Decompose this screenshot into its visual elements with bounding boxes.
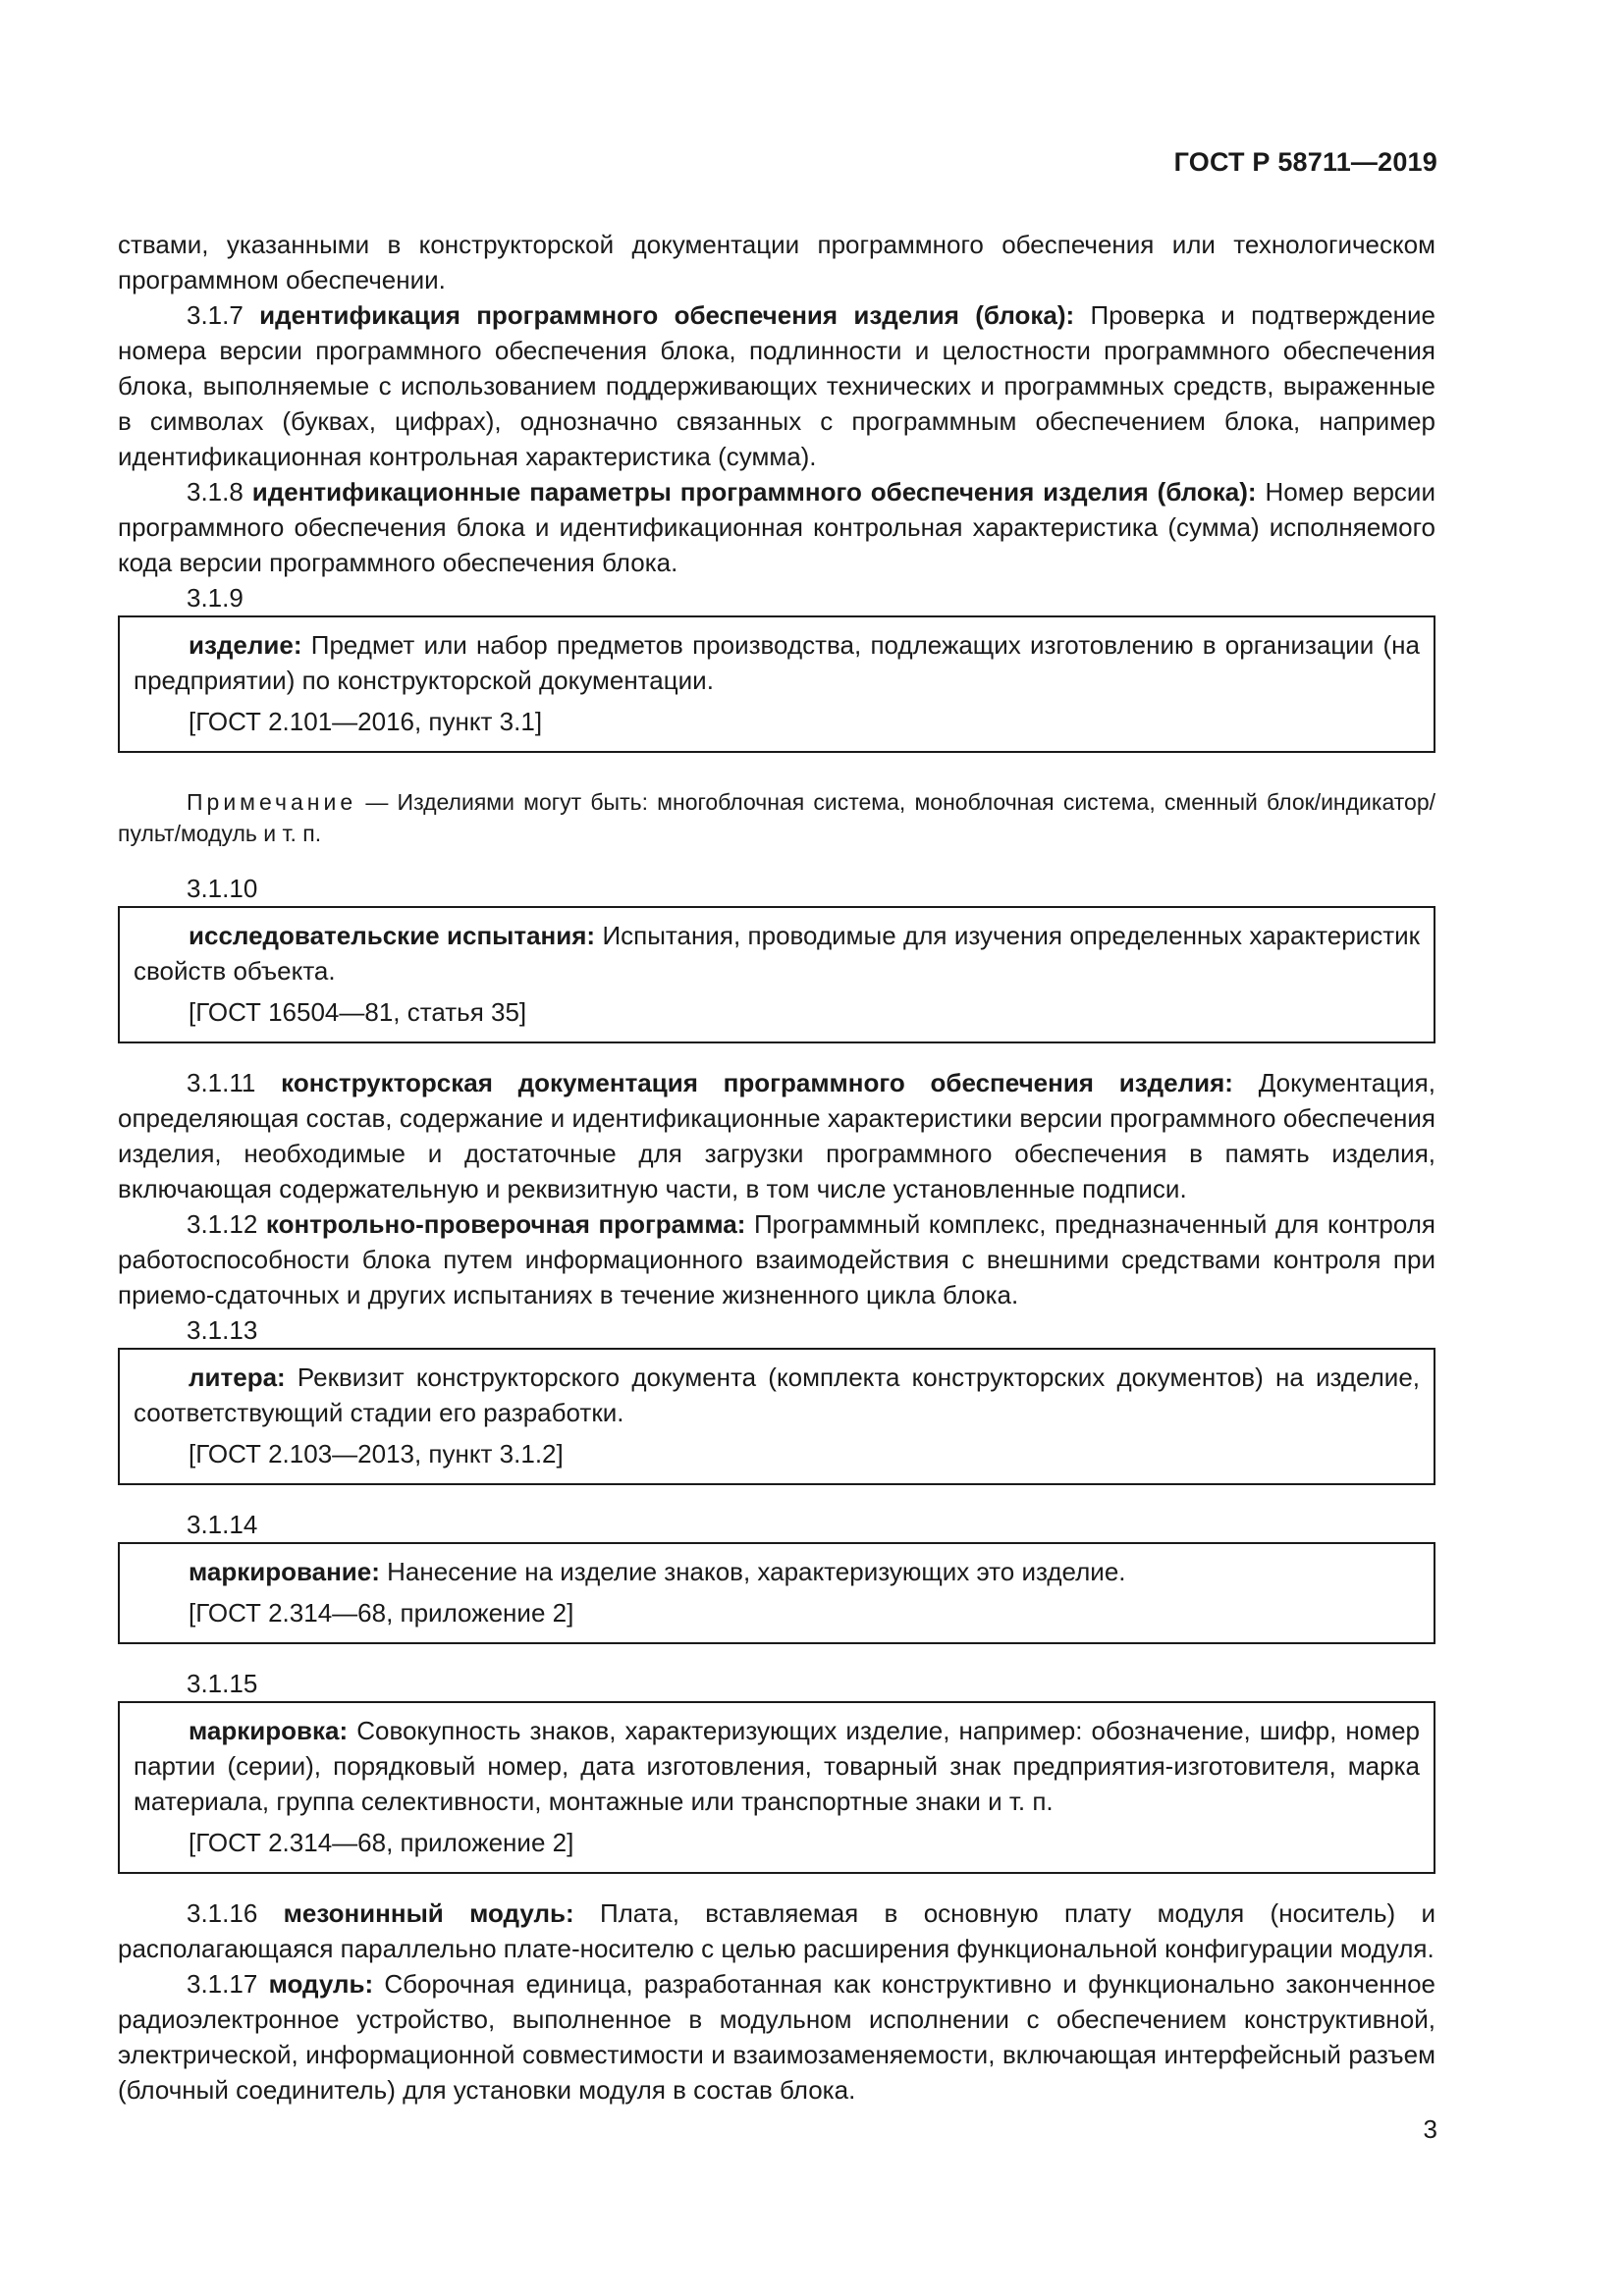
term-3-1-17 bbox=[118, 1966, 1435, 2108]
note-text: — Изделиями могут быть: многоблочная система, моноблочная система, сменный блок/индикатор/пульт/модуль и т. п. bbox=[118, 789, 1436, 846]
page-number: 3 bbox=[1423, 2114, 1437, 2144]
term-definition: Реквизит конструкторского документа (комплекта конструкторских документов) на изделие, соответствующий стадии его разработки. bbox=[134, 1362, 1420, 1427]
term-definition: Проверка и подтверждение номера версии программного обеспечения блока, подлинности и целостности программного обеспечения блока, выполняемые с использованием поддерживающих технических и программных средств, выраженные в символах (буквах, цифрах), однозначно связанных с программным обеспечением блока, например идентификационная контрольная характеристика (сумма). bbox=[118, 300, 1436, 471]
term-definition: Испытания, проводимые для изучения определенных характеристик свойств объекта. bbox=[134, 921, 1420, 986]
term-definition: Нанесение на изделие знаков, характеризующих это изделие. bbox=[387, 1557, 1126, 1586]
term-definition: Плата, вставляемая в основную плату модуля (носитель) и располагающаяся параллельно плате-носителю с целью расширения функциональной конфигурации модуля. bbox=[118, 1898, 1435, 1963]
term-definition: Сборочная единица, разработанная как конструктивно и функционально законченное радиоэлектронное устройство, выполненное в модульном исполнении с обеспечением конструктивной, электрической, информационной совместимости и взаимозаменяемости, включающая интерфейсный разъем (блочный соединитель) для установки модуля в состав блока. bbox=[118, 1969, 1435, 2105]
term-number: 3.1.12 bbox=[187, 1209, 258, 1239]
note-label: Примечание bbox=[187, 789, 357, 815]
term-source: [ГОСТ 2.101—2016, пункт 3.1] bbox=[189, 707, 543, 736]
term-3-1-11 bbox=[118, 1065, 1435, 1206]
term-number-3-1-14: 3.1.14 bbox=[187, 1510, 258, 1539]
term-box-3-1-9 bbox=[118, 615, 1435, 753]
term-3-1-7 bbox=[118, 297, 1435, 474]
term-box-3-1-15 bbox=[118, 1701, 1435, 1874]
paragraph-continuation: ствами, указанными в конструкторской документации программного обеспечения или технологическом программном обеспечении. bbox=[118, 230, 1435, 294]
term-number: 3.1.11 bbox=[187, 1068, 256, 1097]
term-box-3-1-10 bbox=[118, 906, 1435, 1043]
term-source: [ГОСТ 16504—81, статья 35] bbox=[189, 997, 527, 1027]
term-definition-block bbox=[134, 627, 1420, 698]
term-3-1-12 bbox=[118, 1206, 1435, 1312]
term-name: маркирование: bbox=[189, 1557, 380, 1586]
term-number-3-1-9: 3.1.9 bbox=[187, 583, 244, 613]
term-source: [ГОСТ 2.314—68, приложение 2] bbox=[189, 1598, 574, 1628]
term-name: исследовательские испытания: bbox=[189, 921, 596, 950]
term-number-3-1-10: 3.1.10 bbox=[187, 874, 258, 903]
term-3-1-8 bbox=[118, 474, 1435, 580]
term-number-3-1-13: 3.1.13 bbox=[187, 1315, 258, 1345]
term-number: 3.1.8 bbox=[187, 477, 244, 507]
term-name: маркировка: bbox=[189, 1716, 349, 1745]
document-body bbox=[118, 227, 1435, 2108]
term-definition-block bbox=[134, 1713, 1420, 1819]
term-name: контрольно-проверочная программа: bbox=[265, 1209, 746, 1239]
term-number: 3.1.17 bbox=[187, 1969, 258, 1999]
term-source: [ГОСТ 2.314—68, приложение 2] bbox=[189, 1828, 574, 1857]
term-definition: Документация, определяющая состав, содержание и идентификационные характеристики версии программного обеспечения изделия, необходимые и достаточные для загрузки программного обеспечения в память изделия, включающая содержательную и реквизитную части, в том числе установленные подписи. bbox=[118, 1068, 1435, 1203]
term-definition: Программный комплекс, предназначенный для контроля работоспособности блока путем информационного взаимодействия с внешними средствами контроля при приемо-сдаточных и других испытаниях в течение жизненного цикла блока. bbox=[118, 1209, 1435, 1309]
document-id: ГОСТ Р 58711—2019 bbox=[1173, 147, 1437, 177]
term-source: [ГОСТ 2.103—2013, пункт 3.1.2] bbox=[189, 1439, 564, 1468]
term-name: конструкторская документация программного обеспечения изделия: bbox=[281, 1068, 1233, 1097]
term-number: 3.1.7 bbox=[187, 300, 244, 330]
term-number: 3.1.16 bbox=[187, 1898, 258, 1928]
term-name: мезонинный модуль: bbox=[283, 1898, 574, 1928]
term-name: изделие: bbox=[189, 630, 302, 660]
term-name: идентификационные параметры программного обеспечения изделия (блока): bbox=[251, 477, 1257, 507]
term-definition-block bbox=[134, 1360, 1420, 1430]
term-box-3-1-13 bbox=[118, 1348, 1435, 1485]
note bbox=[118, 786, 1435, 849]
term-definition: Совокупность знаков, характеризующих изделие, например: обозначение, шифр, номер партии (серии), порядковый номер, дата изготовления, товарный знак предприятия-изготовителя, марка материала, группа селективности, монтажные или транспортные знаки и т. п. bbox=[134, 1716, 1420, 1816]
term-3-1-16 bbox=[118, 1896, 1435, 1966]
term-name: идентификация программного обеспечения изделия (блока): bbox=[259, 300, 1075, 330]
term-box-3-1-14 bbox=[118, 1542, 1435, 1644]
term-definition: Предмет или набор предметов производства, подлежащих изготовлению в организации (на предприятии) по конструкторской документации. bbox=[134, 630, 1420, 695]
term-definition-block bbox=[134, 918, 1420, 988]
term-definition-block bbox=[134, 1554, 1420, 1589]
term-number-3-1-15: 3.1.15 bbox=[187, 1669, 258, 1698]
term-name: литера: bbox=[189, 1362, 286, 1392]
term-definition: Номер версии программного обеспечения блока и идентификационная контрольная характеристика (сумма) исполняемого кода версии программного обеспечения блока. bbox=[118, 477, 1435, 577]
term-name: модуль: bbox=[268, 1969, 374, 1999]
